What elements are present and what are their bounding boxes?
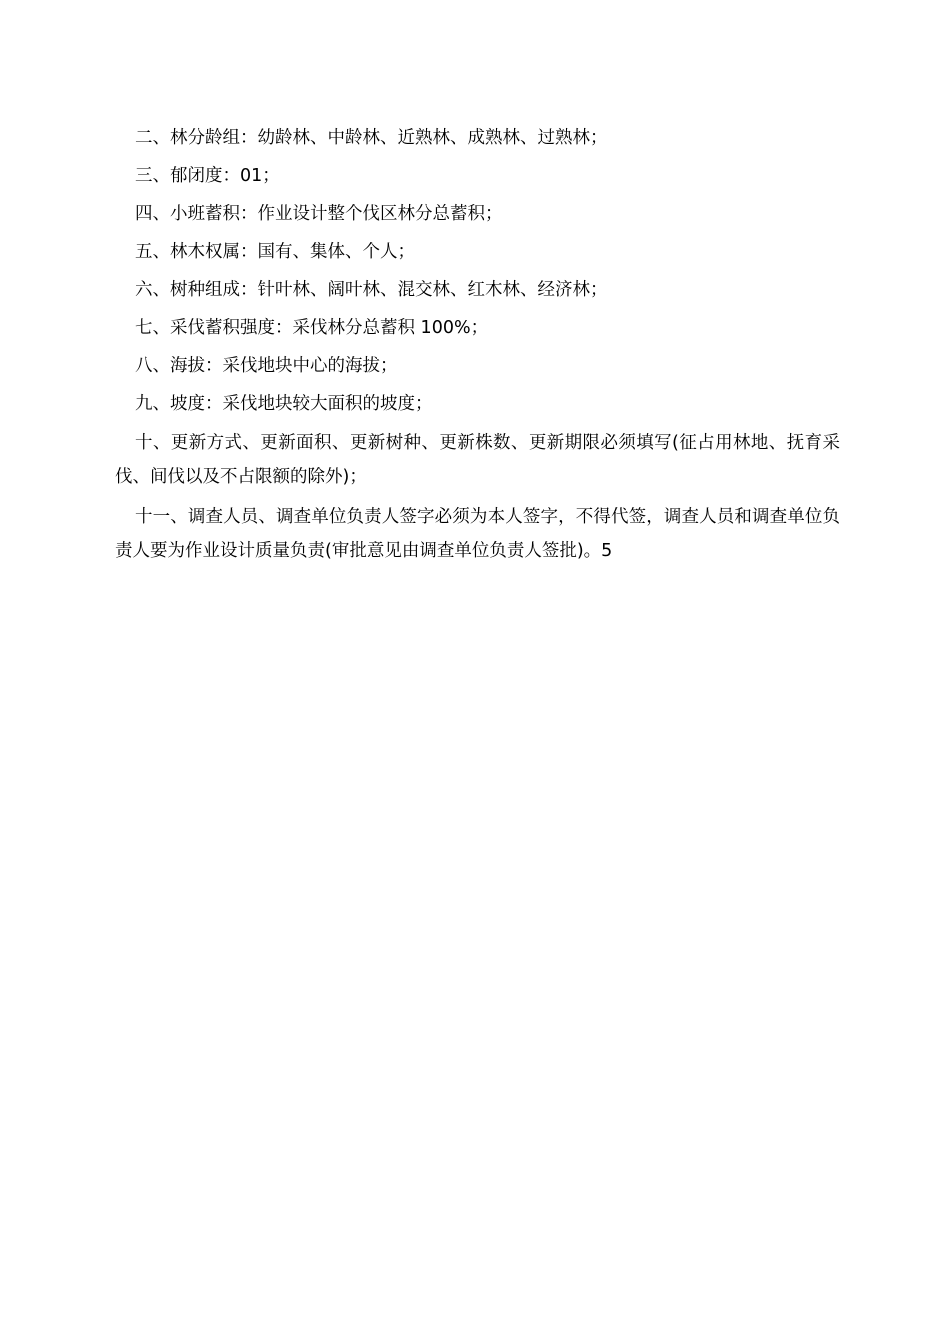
item-canopy-density: 三、郁闭度：01； (135, 166, 280, 186)
item-altitude: 八、海拔：采伐地块中心的海拔； (135, 356, 398, 376)
item-signature: 十一、调查人员、调查单位负责人签字必须为本人签字，不得代签，调查人员和调查单位负责人要为作业设计质量负责(审批意见由调查单位负责人签批)。5 (115, 507, 840, 561)
item-slope: 九、坡度：采伐地块较大面积的坡度； (135, 394, 433, 414)
item-ownership: 五、林木权属：国有、集体、个人； (135, 242, 415, 262)
item-regeneration: 十、更新方式、更新面积、更新树种、更新株数、更新期限必须填写(征占用林地、抚育采伐、间伐以及不占限额的除外)； (115, 433, 840, 487)
item-species-composition: 六、树种组成：针叶林、阔叶林、混交林、红木林、经济林； (135, 280, 608, 300)
item-cutting-intensity: 七、采伐蓄积强度：采伐林分总蓄积 100%； (135, 318, 489, 338)
item-forest-age-group: 二、林分龄组：幼龄林、中龄林、近熟林、成熟林、过熟林； (135, 128, 608, 148)
item-stand-volume: 四、小班蓄积：作业设计整个伐区林分总蓄积； (135, 204, 503, 224)
document-body (115, 122, 840, 574)
